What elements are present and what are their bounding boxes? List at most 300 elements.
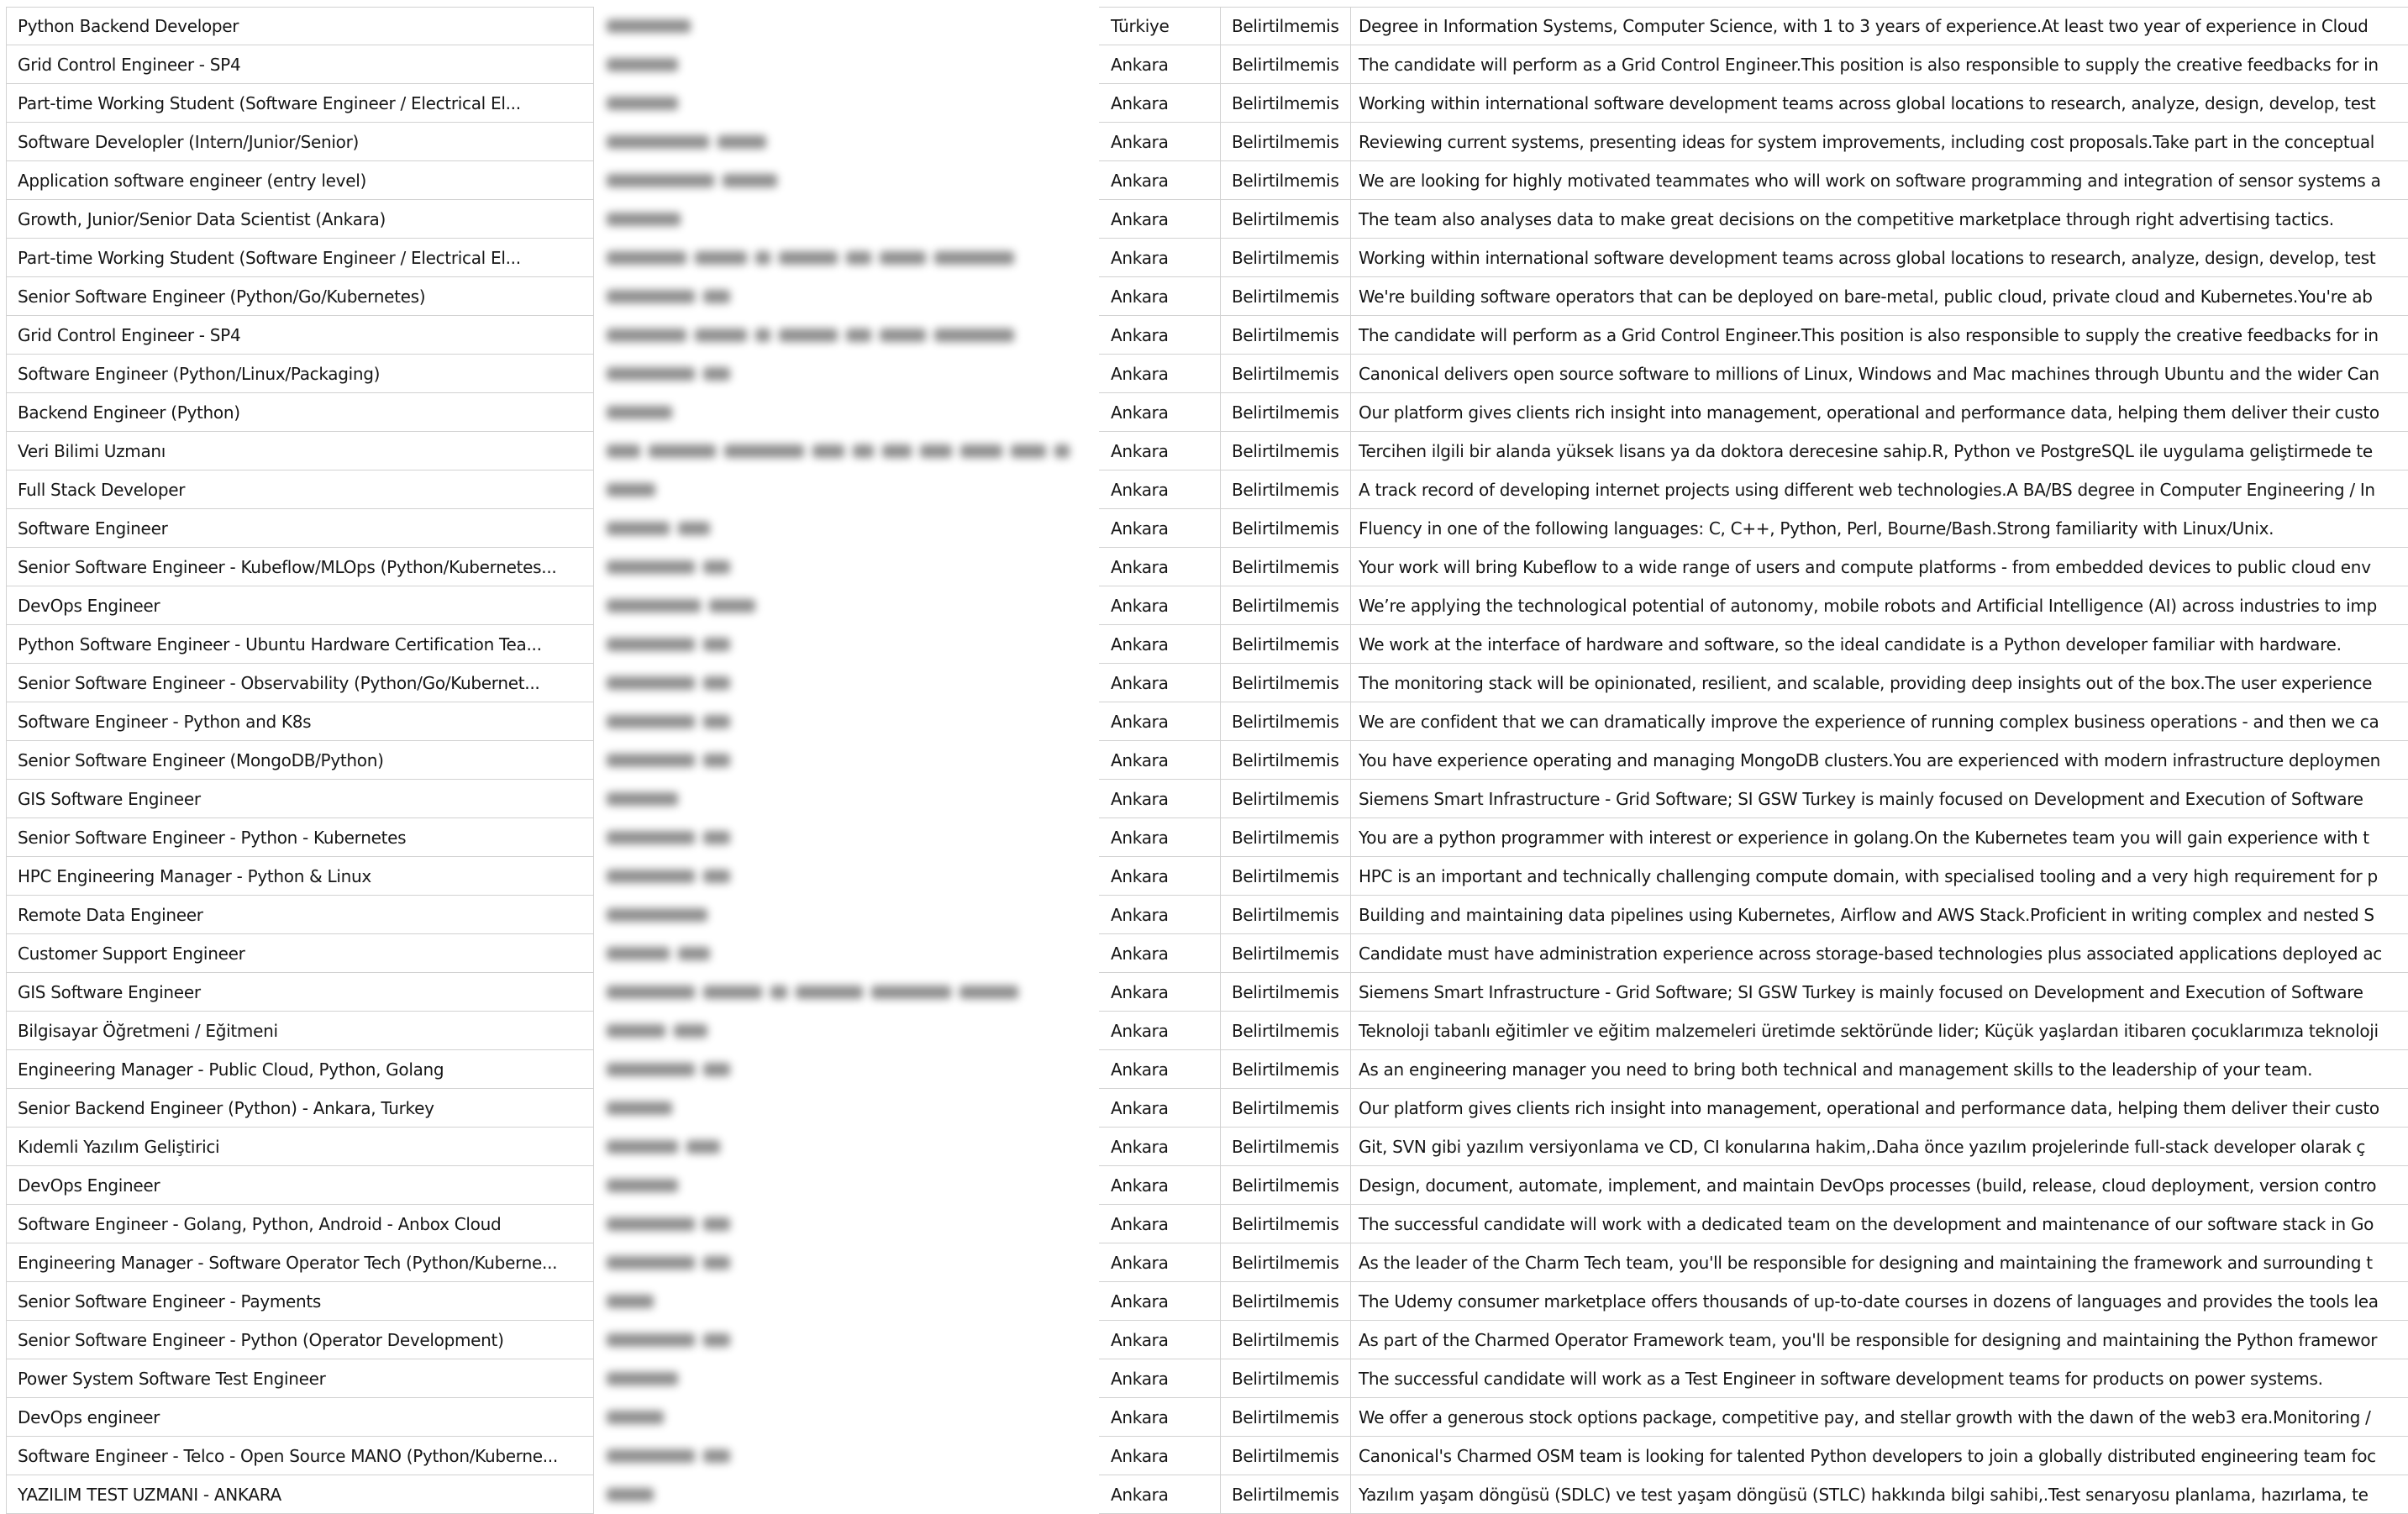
redacted-text-blob: [779, 329, 838, 342]
location-cell: Ankara: [1099, 1475, 1220, 1514]
redacted-text-blob: [607, 522, 670, 535]
company-cell-redacted: [594, 277, 1099, 316]
redacted-text-blob: [703, 715, 730, 728]
table-row: [6, 1359, 2408, 1398]
job-title-cell: Software Engineer - Telco - Open Source MANO (Python/Kuberne...: [6, 1437, 594, 1475]
redacted-text-blob: [607, 947, 670, 960]
location-cell: Ankara: [1099, 934, 1220, 973]
description-cell: Teknoloji tabanlı eğitimler ve eğitim malzemeleri üretimde sektöründe lider; Küçük yaşlardan itibaren çocuklarımıza teknoloji: [1350, 1012, 2408, 1050]
job-title-cell: Power System Software Test Engineer: [6, 1359, 594, 1398]
job-title-cell: Remote Data Engineer: [6, 896, 594, 934]
status-cell: Belirtilmemis: [1220, 857, 1350, 896]
redacted-text-blob: [607, 1101, 672, 1115]
table-row: [6, 1050, 2408, 1089]
redacted-text-blob: [607, 1372, 678, 1385]
status-cell: Belirtilmemis: [1220, 702, 1350, 741]
redacted-text-blob: [703, 870, 730, 883]
redacted-text-blob: [703, 1333, 730, 1347]
table-row: [6, 548, 2408, 586]
redacted-text-blob: [607, 715, 695, 728]
company-cell-redacted: [594, 1321, 1099, 1359]
description-cell: Working within international software development teams across global locations to research, analyze, design, develop, test: [1350, 239, 2408, 277]
description-cell: You have experience operating and managing MongoDB clusters.You are experienced with modern infrastructure deploymen: [1350, 741, 2408, 780]
table-row: [6, 1166, 2408, 1205]
status-cell: Belirtilmemis: [1220, 586, 1350, 625]
description-cell: Fluency in one of the following languages: C, C++, Python, Perl, Bourne/Bash.Strong familiarity with Linux/Unix.: [1350, 509, 2408, 548]
status-cell: Belirtilmemis: [1220, 1205, 1350, 1243]
redacted-text-blob: [607, 638, 695, 651]
job-title-cell: Engineering Manager - Public Cloud, Python, Golang: [6, 1050, 594, 1089]
company-cell-redacted: [594, 934, 1099, 973]
job-title-cell: Software Developler (Intern/Junior/Senior): [6, 123, 594, 161]
status-cell: Belirtilmemis: [1220, 934, 1350, 973]
redacted-text-blob: [607, 754, 695, 767]
redacted-text-blob: [607, 560, 695, 574]
job-title-cell: GIS Software Engineer: [6, 973, 594, 1012]
company-cell-redacted: [594, 1128, 1099, 1166]
redacted-text-blob: [607, 792, 678, 806]
company-cell-redacted: [594, 1359, 1099, 1398]
redacted-text-blob: [846, 329, 871, 342]
status-cell: Belirtilmemis: [1220, 1398, 1350, 1437]
redacted-text-blob: [607, 135, 709, 149]
redacted-text-blob: [882, 444, 912, 458]
description-cell: The team also analyses data to make great decisions on the competitive marketplace through right advertising tactics.: [1350, 200, 2408, 239]
redacted-text-blob: [607, 1256, 695, 1270]
redacted-text-blob: [649, 444, 716, 458]
redacted-text-blob: [607, 1295, 654, 1308]
company-cell-redacted: [594, 1475, 1099, 1514]
table-row: [6, 586, 2408, 625]
status-cell: Belirtilmemis: [1220, 200, 1350, 239]
location-cell: Ankara: [1099, 1243, 1220, 1282]
redacted-text-blob: [607, 444, 640, 458]
company-cell-redacted: [594, 664, 1099, 702]
company-cell-redacted: [594, 1205, 1099, 1243]
status-cell: Belirtilmemis: [1220, 277, 1350, 316]
status-cell: Belirtilmemis: [1220, 1282, 1350, 1321]
company-cell-redacted: [594, 393, 1099, 432]
redacted-text-blob: [934, 329, 1014, 342]
description-cell: Yazılım yaşam döngüsü (SDLC) ve test yaşam döngüsü (STLC) hakkında bilgi sahibi,.Test senaryosu planlama, hazırlama, te: [1350, 1475, 2408, 1514]
job-title-cell: Senior Software Engineer (Python/Go/Kubernetes): [6, 277, 594, 316]
location-cell: Ankara: [1099, 393, 1220, 432]
table-row: [6, 509, 2408, 548]
redacted-text-blob: [920, 444, 952, 458]
company-cell-redacted: [594, 586, 1099, 625]
job-title-cell: Veri Bilimi Uzmanı: [6, 432, 594, 470]
redacted-text-blob: [607, 174, 714, 187]
company-cell-redacted: [594, 1282, 1099, 1321]
redacted-text-blob: [607, 1024, 665, 1038]
status-cell: Belirtilmemis: [1220, 741, 1350, 780]
table-row: [6, 84, 2408, 123]
status-cell: Belirtilmemis: [1220, 1243, 1350, 1282]
company-cell-redacted: [594, 1166, 1099, 1205]
redacted-text-blob: [703, 676, 730, 690]
job-title-cell: Full Stack Developer: [6, 470, 594, 509]
job-title-cell: Senior Software Engineer - Kubeflow/MLOps (Python/Kubernetes...: [6, 548, 594, 586]
status-cell: Belirtilmemis: [1220, 239, 1350, 277]
redacted-text-blob: [607, 1449, 695, 1463]
redacted-text-blob: [755, 251, 770, 265]
location-cell: Ankara: [1099, 1205, 1220, 1243]
status-cell: Belirtilmemis: [1220, 1437, 1350, 1475]
redacted-text-blob: [718, 135, 766, 149]
location-cell: Ankara: [1099, 1321, 1220, 1359]
job-title-cell: DevOps Engineer: [6, 586, 594, 625]
job-title-cell: Application software engineer (entry level): [6, 161, 594, 200]
job-title-cell: DevOps engineer: [6, 1398, 594, 1437]
redacted-text-blob: [703, 986, 762, 999]
table-row: [6, 741, 2408, 780]
company-cell-redacted: [594, 84, 1099, 123]
redacted-text-blob: [607, 251, 686, 265]
table-row: [6, 1243, 2408, 1282]
redacted-text-blob: [1011, 444, 1046, 458]
description-cell: As an engineering manager you need to bring both technical and management skills to the leadership of your team.: [1350, 1050, 2408, 1089]
redacted-text-blob: [934, 251, 1014, 265]
location-cell: Ankara: [1099, 973, 1220, 1012]
company-cell-redacted: [594, 509, 1099, 548]
job-title-cell: Software Engineer - Python and K8s: [6, 702, 594, 741]
status-cell: Belirtilmemis: [1220, 393, 1350, 432]
job-title-cell: Senior Software Engineer - Observability (Python/Go/Kubernet...: [6, 664, 594, 702]
redacted-text-blob: [607, 483, 655, 497]
redacted-text-blob: [678, 522, 710, 535]
location-cell: Ankara: [1099, 123, 1220, 161]
redacted-text-blob: [607, 97, 678, 110]
job-title-cell: Part-time Working Student (Software Engineer / Electrical El...: [6, 239, 594, 277]
redacted-text-blob: [703, 1063, 730, 1076]
status-cell: Belirtilmemis: [1220, 1089, 1350, 1128]
description-cell: You are a python programmer with interest or experience in golang.On the Kubernetes team you will gain experience with t: [1350, 818, 2408, 857]
table-row: [6, 432, 2408, 470]
job-title-cell: Senior Software Engineer - Python (Operator Development): [6, 1321, 594, 1359]
location-cell: Ankara: [1099, 1012, 1220, 1050]
status-cell: Belirtilmemis: [1220, 1166, 1350, 1205]
table-row: [6, 123, 2408, 161]
description-cell: Our platform gives clients rich insight into management, operational and performance data, helping them deliver their custo: [1350, 1089, 2408, 1128]
redacted-text-blob: [755, 329, 770, 342]
status-cell: Belirtilmemis: [1220, 45, 1350, 84]
redacted-text-blob: [703, 638, 730, 651]
description-cell: HPC is an important and technically challenging compute domain, with specialised tooling and a very high requirement for p: [1350, 857, 2408, 896]
location-cell: Ankara: [1099, 664, 1220, 702]
company-cell-redacted: [594, 45, 1099, 84]
table-row: [6, 1321, 2408, 1359]
redacted-text-blob: [607, 599, 701, 612]
company-cell-redacted: [594, 1398, 1099, 1437]
job-title-cell: Python Software Engineer - Ubuntu Hardware Certification Tea...: [6, 625, 594, 664]
description-cell: Your work will bring Kubeflow to a wide range of users and compute platforms - from embedded devices to public cloud env: [1350, 548, 2408, 586]
description-cell: The Udemy consumer marketplace offers thousands of up-to-date courses in dozens of languages and provides the tools lea: [1350, 1282, 2408, 1321]
company-cell-redacted: [594, 896, 1099, 934]
status-cell: Belirtilmemis: [1220, 896, 1350, 934]
status-cell: Belirtilmemis: [1220, 84, 1350, 123]
table-row: [6, 1128, 2408, 1166]
job-title-cell: Growth, Junior/Senior Data Scientist (Ankara): [6, 200, 594, 239]
job-title-cell: Part-time Working Student (Software Engineer / Electrical El...: [6, 84, 594, 123]
table-row: [6, 393, 2408, 432]
redacted-text-blob: [607, 1217, 695, 1231]
description-cell: The candidate will perform as a Grid Control Engineer.This position is also responsible to supply the creative feedbacks for in: [1350, 45, 2408, 84]
description-cell: The candidate will perform as a Grid Control Engineer.This position is also responsible to supply the creative feedbacks for in: [1350, 316, 2408, 355]
description-cell: We work at the interface of hardware and software, so the ideal candidate is a Python developer familiar with hardware.: [1350, 625, 2408, 664]
redacted-text-blob: [703, 754, 730, 767]
table-row: [6, 470, 2408, 509]
redacted-text-blob: [1054, 444, 1070, 458]
job-title-cell: Senior Software Engineer - Python - Kubernetes: [6, 818, 594, 857]
location-cell: Ankara: [1099, 1128, 1220, 1166]
location-cell: Ankara: [1099, 161, 1220, 200]
table-row: [6, 200, 2408, 239]
table-row: [6, 1012, 2408, 1050]
company-cell-redacted: [594, 1012, 1099, 1050]
table-row: [6, 1398, 2408, 1437]
description-cell: A track record of developing internet projects using different web technologies.A BA/BS degree in Computer Engineering / In: [1350, 470, 2408, 509]
company-cell-redacted: [594, 161, 1099, 200]
description-cell: The successful candidate will work as a Test Engineer in software development teams for products on power systems.: [1350, 1359, 2408, 1398]
company-cell-redacted: [594, 625, 1099, 664]
location-cell: Ankara: [1099, 548, 1220, 586]
table-row: [6, 934, 2408, 973]
redacted-text-blob: [812, 444, 844, 458]
redacted-text-blob: [703, 1256, 730, 1270]
company-cell-redacted: [594, 355, 1099, 393]
location-cell: Ankara: [1099, 316, 1220, 355]
redacted-text-blob: [607, 1179, 678, 1192]
table-row: [6, 664, 2408, 702]
redacted-text-blob: [779, 251, 838, 265]
table-row: [6, 1205, 2408, 1243]
table-row: [6, 355, 2408, 393]
description-cell: Tercihen ilgili bir alanda yüksek lisans ya da doktora derecesine sahip.R, Python ve PostgreSQL ile uygulama geliştirmede te: [1350, 432, 2408, 470]
redacted-text-blob: [607, 1333, 695, 1347]
redacted-text-blob: [678, 947, 710, 960]
redacted-text-blob: [607, 831, 695, 844]
description-cell: Reviewing current systems, presenting ideas for system improvements, including cost proposals.Take part in the conceptual: [1350, 123, 2408, 161]
location-cell: Ankara: [1099, 470, 1220, 509]
location-cell: Ankara: [1099, 1359, 1220, 1398]
description-cell: Degree in Information Systems, Computer Science, with 1 to 3 years of experience.At least two year of experience in Cloud: [1350, 7, 2408, 45]
redacted-text-blob: [695, 329, 747, 342]
location-cell: Ankara: [1099, 1050, 1220, 1089]
location-cell: Ankara: [1099, 1282, 1220, 1321]
job-title-cell: Software Engineer (Python/Linux/Packaging): [6, 355, 594, 393]
job-title-cell: Software Engineer - Golang, Python, Android - Anbox Cloud: [6, 1205, 594, 1243]
description-cell: Siemens Smart Infrastructure - Grid Software; SI GSW Turkey is mainly focused on Development and Execution of Software: [1350, 973, 2408, 1012]
job-title-cell: Python Backend Developer: [6, 7, 594, 45]
company-cell-redacted: [594, 780, 1099, 818]
location-cell: Ankara: [1099, 239, 1220, 277]
job-title-cell: Kıdemli Yazılım Geliştirici: [6, 1128, 594, 1166]
location-cell: Ankara: [1099, 84, 1220, 123]
table-row: [6, 857, 2408, 896]
redacted-text-blob: [607, 19, 691, 33]
redacted-text-blob: [796, 986, 863, 999]
location-cell: Ankara: [1099, 702, 1220, 741]
company-cell-redacted: [594, 1089, 1099, 1128]
table-row: [6, 277, 2408, 316]
table-row: [6, 1475, 2408, 1514]
description-cell: We are looking for highly motivated teammates who will work on software programming and integration of sensor systems a: [1350, 161, 2408, 200]
table-row: [6, 896, 2408, 934]
job-title-cell: Senior Backend Engineer (Python) - Ankara, Turkey: [6, 1089, 594, 1128]
company-cell-redacted: [594, 7, 1099, 45]
status-cell: Belirtilmemis: [1220, 470, 1350, 509]
table-row: [6, 45, 2408, 84]
redacted-text-blob: [871, 986, 951, 999]
company-cell-redacted: [594, 1437, 1099, 1475]
description-cell: Canonical delivers open source software to millions of Linux, Windows and Mac machines through Ubuntu and the wider Can: [1350, 355, 2408, 393]
redacted-text-blob: [853, 444, 874, 458]
description-cell: The successful candidate will work with a dedicated team on the development and maintenance of our software stack in Go: [1350, 1205, 2408, 1243]
redacted-text-blob: [607, 290, 695, 303]
status-cell: Belirtilmemis: [1220, 780, 1350, 818]
status-cell: Belirtilmemis: [1220, 1321, 1350, 1359]
redacted-text-blob: [607, 213, 681, 226]
location-cell: Ankara: [1099, 625, 1220, 664]
description-cell: Canonical's Charmed OSM team is looking for talented Python developers to join a globally distributed engineering team foc: [1350, 1437, 2408, 1475]
location-cell: Ankara: [1099, 509, 1220, 548]
location-cell: Ankara: [1099, 1398, 1220, 1437]
job-title-cell: Grid Control Engineer - SP4: [6, 45, 594, 84]
company-cell-redacted: [594, 239, 1099, 277]
description-cell: Our platform gives clients rich insight into management, operational and performance data, helping them deliver their custo: [1350, 393, 2408, 432]
location-cell: Ankara: [1099, 277, 1220, 316]
status-cell: Belirtilmemis: [1220, 123, 1350, 161]
company-cell-redacted: [594, 470, 1099, 509]
description-cell: We’re applying the technological potential of autonomy, mobile robots and Artificial Intelligence (AI) across industries to imp: [1350, 586, 2408, 625]
company-cell-redacted: [594, 818, 1099, 857]
redacted-text-blob: [607, 908, 707, 922]
table-row: [6, 818, 2408, 857]
description-cell: Siemens Smart Infrastructure - Grid Software; SI GSW Turkey is mainly focused on Development and Execution of Software: [1350, 780, 2408, 818]
location-cell: Ankara: [1099, 200, 1220, 239]
status-cell: Belirtilmemis: [1220, 161, 1350, 200]
redacted-text-blob: [709, 599, 755, 612]
redacted-text-blob: [960, 444, 1002, 458]
status-cell: Belirtilmemis: [1220, 1050, 1350, 1089]
description-cell: Candidate must have administration experience across storage-based technologies plus associated applications deployed ac: [1350, 934, 2408, 973]
job-title-cell: Engineering Manager - Software Operator Tech (Python/Kuberne...: [6, 1243, 594, 1282]
redacted-text-blob: [607, 870, 695, 883]
status-cell: Belirtilmemis: [1220, 509, 1350, 548]
description-cell: Design, document, automate, implement, and maintain DevOps processes (build, release, cloud deployment, version contro: [1350, 1166, 2408, 1205]
redacted-text-blob: [607, 1063, 695, 1076]
location-cell: Türkiye: [1099, 7, 1220, 45]
company-cell-redacted: [594, 857, 1099, 896]
status-cell: Belirtilmemis: [1220, 1128, 1350, 1166]
company-cell-redacted: [594, 316, 1099, 355]
location-cell: Ankara: [1099, 432, 1220, 470]
description-cell: The monitoring stack will be opinionated, resilient, and scalable, providing deep insights out of the box.The user experience: [1350, 664, 2408, 702]
status-cell: Belirtilmemis: [1220, 973, 1350, 1012]
job-title-cell: Backend Engineer (Python): [6, 393, 594, 432]
redacted-text-blob: [703, 1217, 730, 1231]
job-title-cell: HPC Engineering Manager - Python & Linux: [6, 857, 594, 896]
redacted-text-blob: [770, 986, 787, 999]
redacted-text-blob: [607, 406, 672, 419]
table-row: [6, 702, 2408, 741]
job-title-cell: Senior Software Engineer - Payments: [6, 1282, 594, 1321]
redacted-text-blob: [703, 1449, 730, 1463]
job-listings-table: [6, 7, 2408, 1514]
location-cell: Ankara: [1099, 780, 1220, 818]
redacted-text-blob: [607, 1488, 654, 1501]
status-cell: Belirtilmemis: [1220, 432, 1350, 470]
company-cell-redacted: [594, 973, 1099, 1012]
redacted-text-blob: [607, 367, 695, 381]
redacted-text-blob: [724, 444, 804, 458]
job-title-cell: Grid Control Engineer - SP4: [6, 316, 594, 355]
company-cell-redacted: [594, 123, 1099, 161]
table-row: [6, 316, 2408, 355]
description-cell: Git, SVN gibi yazılım versiyonlama ve CD, CI konularına hakim,.Daha önce yazılım projelerinde full-stack developer olarak ç: [1350, 1128, 2408, 1166]
company-cell-redacted: [594, 1243, 1099, 1282]
redacted-text-blob: [960, 986, 1018, 999]
redacted-text-blob: [674, 1024, 707, 1038]
status-cell: Belirtilmemis: [1220, 625, 1350, 664]
status-cell: Belirtilmemis: [1220, 316, 1350, 355]
location-cell: Ankara: [1099, 1166, 1220, 1205]
status-cell: Belirtilmemis: [1220, 355, 1350, 393]
redacted-text-blob: [686, 1140, 720, 1154]
company-cell-redacted: [594, 741, 1099, 780]
location-cell: Ankara: [1099, 1089, 1220, 1128]
job-title-cell: GIS Software Engineer: [6, 780, 594, 818]
description-cell: As part of the Charmed Operator Framework team, you'll be responsible for designing and maintaining the Python framewor: [1350, 1321, 2408, 1359]
company-cell-redacted: [594, 702, 1099, 741]
job-title-cell: Customer Support Engineer: [6, 934, 594, 973]
redacted-text-blob: [703, 367, 730, 381]
table-row: [6, 1089, 2408, 1128]
description-cell: Building and maintaining data pipelines using Kubernetes, Airflow and AWS Stack.Proficient in writing complex and nested S: [1350, 896, 2408, 934]
description-cell: We're building software operators that can be deployed on bare-metal, public cloud, private cloud and Kubernetes.You're ab: [1350, 277, 2408, 316]
redacted-text-blob: [607, 1411, 664, 1424]
job-title-cell: Software Engineer: [6, 509, 594, 548]
table-row: [6, 161, 2408, 200]
company-cell-redacted: [594, 1050, 1099, 1089]
status-cell: Belirtilmemis: [1220, 664, 1350, 702]
company-cell-redacted: [594, 432, 1099, 470]
table-row: [6, 7, 2408, 45]
location-cell: Ankara: [1099, 586, 1220, 625]
redacted-text-blob: [723, 174, 777, 187]
redacted-text-blob: [703, 831, 730, 844]
table-row: [6, 1282, 2408, 1321]
redacted-text-blob: [607, 676, 695, 690]
location-cell: Ankara: [1099, 857, 1220, 896]
job-title-cell: YAZILIM TEST UZMANI - ANKARA: [6, 1475, 594, 1514]
redacted-text-blob: [703, 560, 730, 574]
redacted-text-blob: [880, 251, 926, 265]
status-cell: Belirtilmemis: [1220, 818, 1350, 857]
description-cell: We are confident that we can dramatically improve the experience of running complex business operations - and then we ca: [1350, 702, 2408, 741]
redacted-text-blob: [607, 1140, 678, 1154]
location-cell: Ankara: [1099, 741, 1220, 780]
redacted-text-blob: [607, 58, 678, 71]
status-cell: Belirtilmemis: [1220, 1359, 1350, 1398]
redacted-text-blob: [607, 986, 695, 999]
redacted-text-blob: [695, 251, 747, 265]
company-cell-redacted: [594, 548, 1099, 586]
redacted-text-blob: [846, 251, 871, 265]
status-cell: Belirtilmemis: [1220, 1012, 1350, 1050]
redacted-text-blob: [607, 329, 686, 342]
company-cell-redacted: [594, 200, 1099, 239]
